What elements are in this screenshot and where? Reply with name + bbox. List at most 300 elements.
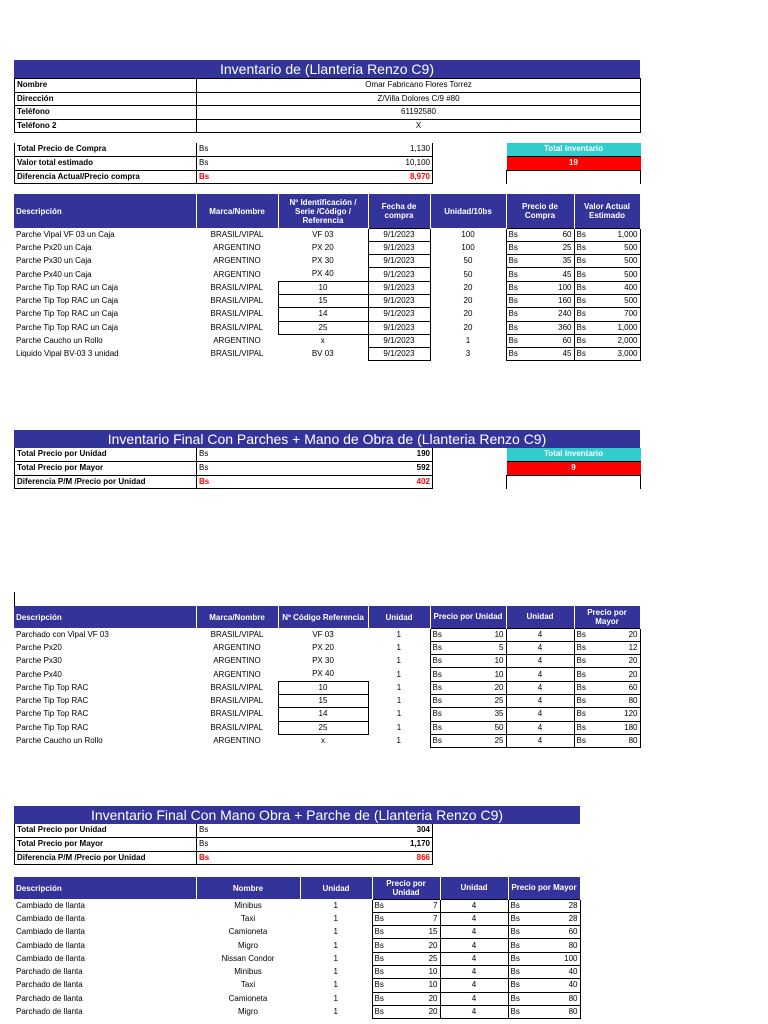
price-value: 80	[568, 1007, 578, 1017]
currency-label: Bs	[576, 282, 586, 292]
currency-label: Bs	[576, 256, 586, 266]
currency-label: Bs	[576, 242, 586, 252]
item-description: Parche Px20	[16, 642, 62, 652]
price-value: 400	[624, 282, 638, 292]
currency-label: Bs	[508, 256, 518, 266]
price-value: 500	[624, 242, 638, 252]
inventory-section-2	[14, 430, 640, 489]
total-inventory-label: Total inventario	[507, 448, 641, 462]
item-unit: 50	[463, 256, 473, 266]
item-brand: BRASIL/VIPAL	[210, 296, 264, 306]
currency-cell	[197, 143, 433, 157]
item-purchase-price	[506, 348, 574, 361]
item-wholesale-price	[574, 721, 640, 734]
item-vehicle-name: Camioneta	[228, 993, 268, 1003]
item-description: Parchado de llanta	[16, 1007, 83, 1017]
currency-label: Bs	[199, 449, 209, 459]
currency-label: Bs	[432, 696, 442, 706]
item-wholesale-price	[574, 668, 640, 681]
inventory-table-4	[14, 877, 581, 1019]
table-row	[14, 268, 640, 281]
summary-value: 1,130	[409, 144, 430, 154]
currency-label: Bs	[510, 940, 520, 950]
summary-value: 190	[416, 449, 430, 459]
item-description: Parchado con Vipal VF 03	[16, 629, 109, 639]
price-value: 12	[628, 642, 638, 652]
item-brand: BRASIL/VIPAL	[210, 682, 264, 692]
price-value: 10	[428, 967, 438, 977]
inventory-section-4	[14, 806, 580, 1019]
item-brand: ARGENTINO	[213, 256, 261, 266]
item-purchase-price	[506, 228, 574, 241]
item-purchase-date: 9/1/2023	[368, 321, 430, 334]
price-value: 2,000	[617, 336, 638, 346]
item-description: Parchado de llanta	[16, 980, 83, 990]
currency-label: Bs	[432, 642, 442, 652]
price-value: 1,000	[617, 229, 638, 239]
col-header: Marca/Nombre	[196, 194, 278, 228]
item-reference: VF 03	[312, 229, 334, 239]
item-unit-price	[372, 979, 440, 992]
item-unit: 20	[463, 282, 473, 292]
price-value: 700	[624, 309, 638, 319]
item-wholesale-unit: 4	[506, 681, 574, 694]
currency-label: Bs	[576, 296, 586, 306]
currency-label: Bs	[576, 349, 586, 359]
price-value: 360	[558, 322, 572, 332]
price-value: 40	[568, 967, 578, 977]
summary-value: 402	[416, 476, 430, 486]
col-header: Descripción	[14, 877, 196, 899]
item-reference: x	[320, 336, 325, 346]
col-header: Nº Identificación / Serie /Código / Referencia	[278, 194, 368, 228]
table-row	[14, 694, 640, 707]
inventory-title: Inventario Final Con Mano Obra + Parche de (Llanteria Renzo C9)	[14, 806, 580, 824]
item-description: Parche Tip Top RAC	[16, 682, 89, 692]
col-header: Precio por Mayor	[508, 877, 580, 899]
item-wholesale-unit: 4	[440, 952, 508, 965]
item-reference: PX 30	[312, 656, 334, 666]
item-estimated-value	[574, 255, 640, 268]
price-value: 500	[624, 256, 638, 266]
price-value: 7	[433, 913, 438, 923]
item-unit: 1	[396, 709, 402, 719]
item-wholesale-unit: 4	[440, 926, 508, 939]
currency-label: Bs	[576, 696, 586, 706]
item-description: Parche Caucho un Rollo	[16, 336, 103, 346]
item-wholesale-price	[574, 708, 640, 721]
inventory-table-1-body	[14, 228, 640, 361]
item-brand: ARGENTINO	[213, 269, 261, 279]
currency-label: Bs	[432, 682, 442, 692]
item-unit: 100	[461, 229, 475, 239]
item-brand: ARGENTINO	[213, 656, 261, 666]
item-reference: 10	[278, 281, 368, 294]
price-value: 15	[428, 927, 438, 937]
summary-row	[15, 475, 641, 489]
item-wholesale-price	[508, 926, 580, 939]
summary-label: Diferencia P/M /Precio por Unidad	[15, 851, 197, 865]
item-purchase-price	[506, 268, 574, 281]
table-row	[14, 1005, 580, 1018]
price-value: 500	[624, 269, 638, 279]
item-unit-price	[430, 721, 506, 734]
item-vehicle-name: Nissan Condor	[221, 953, 275, 963]
currency-label: Bs	[432, 629, 442, 639]
currency-label: Bs	[199, 158, 209, 167]
item-unit: 1	[333, 1007, 338, 1017]
price-value: 40	[568, 980, 578, 990]
price-value: 45	[562, 269, 572, 279]
info-value: 61192580	[197, 106, 641, 120]
currency-label: Bs	[374, 913, 384, 923]
price-value: 28	[568, 913, 578, 923]
table-row	[14, 668, 640, 681]
item-reference: 14	[278, 708, 368, 721]
currency-label: Bs	[576, 722, 586, 732]
item-wholesale-unit: 4	[440, 899, 508, 912]
col-header: Descripción	[14, 606, 196, 628]
currency-label: Bs	[576, 642, 586, 652]
item-unit-price	[430, 681, 506, 694]
currency-label: Bs	[374, 967, 384, 977]
currency-label: Bs	[199, 171, 210, 181]
item-reference: 10	[278, 681, 368, 694]
currency-label: Bs	[510, 1007, 520, 1017]
currency-label: Bs	[432, 736, 442, 746]
table-row	[14, 952, 580, 965]
item-wholesale-price	[508, 939, 580, 952]
price-value: 60	[562, 229, 572, 239]
summary-value: 592	[416, 463, 430, 472]
currency-cell	[197, 851, 433, 865]
item-description: Cambiado de llanta	[16, 927, 85, 937]
currency-label: Bs	[199, 839, 209, 848]
item-wholesale-price	[508, 992, 580, 1005]
table-row	[14, 641, 640, 654]
owner-info-table	[14, 78, 641, 133]
table-row	[14, 294, 640, 307]
currency-label: Bs	[432, 669, 442, 679]
table-row	[14, 348, 640, 361]
currency-label: Bs	[374, 980, 384, 990]
currency-label: Bs	[508, 336, 518, 346]
item-unit: 1	[465, 336, 471, 346]
item-description: Parche Px40	[16, 669, 62, 679]
price-value: 60	[628, 682, 638, 692]
currency-cell	[197, 824, 433, 838]
item-vehicle-name: Minibus	[234, 900, 262, 910]
table-row	[14, 965, 580, 978]
item-wholesale-price	[574, 628, 640, 641]
table-row	[14, 926, 580, 939]
item-purchase-price	[506, 281, 574, 294]
item-estimated-value	[574, 281, 640, 294]
item-reference: PX 30	[311, 256, 334, 266]
item-purchase-price	[506, 241, 574, 254]
item-description: Liquido Vipal BV-03 3 unidad	[16, 349, 119, 359]
item-brand: ARGENTINO	[213, 642, 261, 652]
currency-label: Bs	[576, 322, 586, 332]
summary-row	[15, 824, 433, 838]
info-row-phone-2	[15, 119, 641, 133]
item-estimated-value	[574, 228, 640, 241]
table-row	[14, 321, 640, 334]
item-brand: BRASIL/VIPAL	[210, 322, 264, 332]
col-header: Marca/Nombre	[196, 606, 278, 628]
item-brand: BRASIL/VIPAL	[210, 696, 264, 706]
price-value: 60	[568, 927, 578, 937]
currency-label: Bs	[508, 269, 518, 279]
price-value: 80	[568, 940, 578, 950]
item-unit: 20	[463, 296, 473, 306]
price-value: 20	[428, 1007, 438, 1017]
price-value: 240	[558, 309, 572, 319]
item-vehicle-name: Migro	[237, 940, 258, 950]
item-brand: BRASIL/VIPAL	[210, 709, 264, 719]
item-unit: 1	[333, 900, 338, 910]
currency-label: Bs	[510, 967, 520, 977]
item-reference: PX 20	[311, 242, 334, 252]
total-inventory-value: 9	[507, 462, 641, 476]
currency-label: Bs	[508, 322, 518, 332]
item-description: Cambiado de llanta	[16, 900, 85, 910]
item-wholesale-unit: 4	[506, 734, 574, 747]
item-unit: 50	[463, 269, 473, 279]
item-wholesale-price	[508, 952, 580, 965]
item-purchase-date: 9/1/2023	[368, 308, 430, 321]
item-purchase-price	[506, 321, 574, 334]
inventory-table-3-body	[14, 628, 640, 748]
item-unit-price	[372, 939, 440, 952]
currency-label: Bs	[576, 629, 586, 639]
table-row	[14, 334, 640, 347]
item-unit-price	[430, 694, 506, 707]
col-header: Fecha de compra	[368, 194, 430, 228]
price-value: 25	[562, 242, 572, 252]
item-purchase-price	[506, 308, 574, 321]
col-header: Unidad	[300, 877, 372, 899]
summary-row	[15, 157, 641, 171]
currency-label: Bs	[508, 242, 518, 252]
currency-label: Bs	[199, 825, 209, 835]
price-value: 10	[494, 629, 504, 639]
col-header: Unidad	[368, 606, 430, 628]
currency-label: Bs	[199, 476, 210, 486]
price-value: 25	[494, 696, 504, 706]
table-row	[14, 979, 580, 992]
price-value: 80	[628, 696, 638, 706]
price-value: 20	[428, 940, 438, 950]
currency-label: Bs	[374, 953, 384, 963]
summary-value: 1,170	[409, 839, 430, 848]
summary-row	[15, 143, 641, 157]
item-estimated-value	[574, 294, 640, 307]
item-reference: PX 40	[312, 669, 334, 679]
item-brand: BRASIL/VIPAL	[210, 282, 264, 292]
table-row	[14, 681, 640, 694]
item-unit-price	[372, 912, 440, 925]
table-row	[14, 228, 640, 241]
item-purchase-date: 9/1/2023	[368, 348, 430, 361]
summary-value: 10,100	[405, 158, 430, 167]
currency-cell	[197, 448, 433, 462]
summary-table	[14, 824, 433, 865]
item-purchase-price	[506, 255, 574, 268]
col-header: Nombre	[196, 877, 300, 899]
item-wholesale-unit: 4	[440, 939, 508, 952]
item-description: Cambiado de llanta	[16, 953, 85, 963]
item-unit-price	[430, 628, 506, 641]
item-unit: 1	[333, 927, 338, 937]
table-row	[14, 241, 640, 254]
item-unit: 1	[396, 682, 402, 692]
price-value: 45	[562, 349, 572, 359]
inventory-section-3	[14, 606, 640, 748]
item-brand: ARGENTINO	[213, 336, 261, 346]
price-value: 7	[433, 900, 438, 910]
item-wholesale-unit: 4	[440, 965, 508, 978]
item-unit-price	[430, 655, 506, 668]
item-purchase-date: 9/1/2023	[368, 241, 430, 254]
price-value: 80	[568, 993, 578, 1003]
currency-label: Bs	[576, 229, 586, 239]
item-brand: BRASIL/VIPAL	[210, 349, 264, 359]
price-value: 20	[428, 993, 438, 1003]
col-header: Unidad	[506, 606, 574, 628]
col-header: Precio de Compra	[506, 194, 574, 228]
item-unit: 1	[333, 993, 338, 1003]
price-value: 35	[562, 256, 572, 266]
col-header: Unidad/10bs	[430, 194, 506, 228]
item-description: Cambiado de llanta	[16, 913, 85, 923]
price-value: 60	[562, 336, 572, 346]
item-unit: 1	[396, 722, 402, 732]
item-purchase-date: 9/1/2023	[368, 294, 430, 307]
currency-label: Bs	[508, 309, 518, 319]
info-value: Omar Fabricano Flores Torrez	[197, 79, 641, 93]
item-description: Parche Tip Top RAC un Caja	[16, 322, 119, 332]
currency-label: Bs	[576, 309, 586, 319]
summary-label: Diferencia Actual/Precio compra	[15, 170, 197, 184]
item-unit: 20	[463, 322, 473, 332]
item-purchase-date: 9/1/2023	[368, 334, 430, 347]
item-unit: 1	[396, 656, 401, 666]
item-unit-price	[430, 641, 506, 654]
col-header: Precio por Unidad	[430, 606, 506, 628]
item-purchase-date: 9/1/2023	[368, 255, 430, 268]
item-purchase-date: 9/1/2023	[368, 268, 430, 281]
item-estimated-value	[574, 241, 640, 254]
info-label: Nombre	[15, 79, 197, 93]
currency-label: Bs	[374, 1007, 384, 1017]
total-inventory-label: Total inventario	[507, 143, 641, 157]
currency-label: Bs	[576, 269, 586, 279]
currency-label: Bs	[508, 349, 518, 359]
currency-label: Bs	[510, 900, 520, 910]
summary-label: Total Precio por Mayor	[15, 462, 197, 476]
currency-label: Bs	[576, 336, 586, 346]
item-unit: 20	[463, 309, 473, 319]
currency-cell	[197, 838, 433, 852]
info-label: Teléfono	[15, 106, 197, 120]
item-description: Parche Tip Top RAC un Caja	[16, 309, 119, 319]
currency-label: Bs	[508, 296, 518, 306]
table-row	[14, 912, 580, 925]
price-value: 10	[428, 980, 438, 990]
item-unit: 1	[333, 967, 338, 977]
currency-label: Bs	[432, 709, 442, 719]
currency-label: Bs	[576, 656, 586, 666]
item-description: Cambiado de llanta	[16, 940, 85, 950]
item-unit: 1	[396, 629, 401, 639]
currency-label: Bs	[432, 722, 442, 732]
col-header: Precio por Mayor	[574, 606, 640, 628]
currency-label: Bs	[432, 656, 442, 666]
price-value: 160	[558, 296, 572, 306]
item-wholesale-unit: 4	[506, 721, 574, 734]
price-value: 20	[628, 669, 638, 679]
currency-label: Bs	[508, 282, 518, 292]
inventory-table-1	[14, 194, 641, 361]
currency-label: Bs	[374, 940, 384, 950]
item-unit-price	[372, 992, 440, 1005]
item-description: Parche Px30	[16, 656, 62, 666]
item-unit: 100	[461, 242, 475, 252]
price-value: 120	[624, 709, 638, 719]
currency-label: Bs	[508, 229, 518, 239]
table-header-row	[14, 194, 640, 228]
price-value: 500	[624, 296, 638, 306]
currency-label: Bs	[199, 144, 209, 154]
table-row	[14, 255, 640, 268]
divider	[14, 592, 15, 606]
summary-row	[15, 462, 641, 476]
price-value: 3,000	[617, 349, 638, 359]
col-header: Precio por Unidad	[372, 877, 440, 899]
currency-label: Bs	[199, 852, 210, 862]
item-description: Parche Tip Top RAC un Caja	[16, 296, 119, 306]
item-description: Parche Px40 un Caja	[16, 269, 92, 279]
currency-label: Bs	[510, 913, 520, 923]
item-brand: BRASIL/VIPAL	[210, 722, 264, 732]
info-row-phone	[15, 106, 641, 120]
item-description: Parche Tip Top RAC	[16, 722, 89, 732]
summary-label: Valor total estimado	[15, 157, 197, 171]
item-wholesale-price	[574, 694, 640, 707]
currency-cell	[197, 462, 433, 476]
item-unit: 1	[333, 940, 338, 950]
summary-value: 866	[416, 852, 430, 862]
item-unit: 1	[333, 913, 338, 923]
currency-label: Bs	[576, 682, 586, 692]
table-row	[14, 939, 580, 952]
item-wholesale-price	[508, 979, 580, 992]
price-value: 180	[624, 722, 638, 732]
table-row	[14, 899, 580, 912]
item-reference: PX 40	[311, 269, 334, 279]
table-row	[14, 721, 640, 734]
price-value: 20	[628, 629, 638, 639]
currency-label: Bs	[374, 993, 384, 1003]
item-reference: x	[321, 736, 325, 746]
item-unit: 1	[333, 953, 338, 963]
item-unit: 1	[396, 669, 401, 679]
item-brand: ARGENTINO	[213, 669, 261, 679]
currency-label: Bs	[510, 927, 520, 937]
item-brand: BRASIL/VIPAL	[210, 309, 264, 319]
summary-value: 304	[416, 825, 430, 835]
